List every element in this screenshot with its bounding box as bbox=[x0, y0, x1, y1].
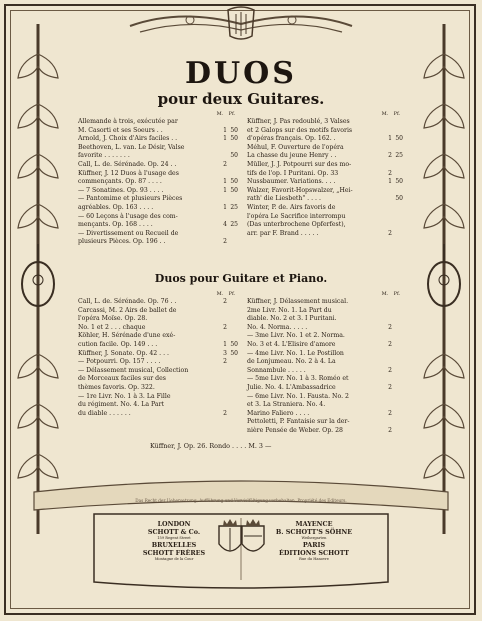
list-item-text: arr. par F. Brand . . . . . bbox=[247, 229, 319, 237]
list-item-text: — Délassement musical, Collection bbox=[78, 366, 189, 374]
list-item-text: Call, L. de. Sérénade. Op. 24 . . bbox=[78, 160, 177, 168]
list-item-m: 1 bbox=[223, 135, 227, 143]
list-item-text: 2me Livr. No. 1. La Part du bbox=[247, 306, 332, 314]
list-item-m: 1 bbox=[223, 340, 227, 348]
list-item-text: diable. No. 2 et 3. I Puritani. bbox=[247, 315, 337, 323]
price-header bbox=[247, 291, 403, 297]
list-item bbox=[78, 230, 238, 239]
list-item bbox=[247, 401, 403, 410]
list-item-text: (Das unterbrochene Opferfest), bbox=[247, 221, 346, 229]
list-item-m: 2 bbox=[388, 426, 392, 434]
list-item bbox=[247, 221, 403, 230]
list-item-text: nière Pensée de Weber. Op. 28 bbox=[247, 426, 343, 434]
price-header-m: M. bbox=[216, 111, 224, 117]
list-item-text: Méhul, F. Ouverture de l'opéra bbox=[247, 143, 344, 151]
list-item bbox=[247, 118, 403, 127]
list-item bbox=[78, 135, 238, 144]
list-item bbox=[247, 170, 403, 179]
list-item bbox=[78, 118, 238, 127]
list-item-text: Winter, P. de. Airs favoris de bbox=[247, 203, 336, 211]
list-item bbox=[78, 393, 238, 402]
list-item-text: — 1re Livr. No. 1 à 3. La Fille bbox=[78, 392, 171, 400]
list-item-m: 2 bbox=[388, 323, 392, 331]
publisher-name: B. SCHOTT'S SÖHNE bbox=[275, 528, 353, 536]
publisher-name: SCHOTT FRÈRES bbox=[142, 549, 206, 557]
list-item-text: No. 4. Norma. . . . . bbox=[247, 323, 308, 331]
list-item bbox=[78, 332, 238, 341]
list-item bbox=[78, 350, 238, 359]
list-item-m: 2 bbox=[388, 229, 392, 237]
list-item-text: du régiment. No. 4. La Part bbox=[78, 401, 165, 409]
list-item bbox=[78, 178, 238, 187]
list-item-text: — 3me Livr. No. 1 et 2. Norma. bbox=[247, 332, 345, 340]
list-item bbox=[78, 161, 238, 170]
lyre-ornament-icon bbox=[120, 6, 362, 46]
list-item-text: cution facile. Op. 149 . . . bbox=[78, 340, 158, 348]
list-item-text: — Pantomime et plusieurs Pièces bbox=[78, 195, 183, 203]
list-item-text: Walzer, Favorit-Hopswalzer, „Hei- bbox=[247, 186, 353, 194]
list-item-m: 2 bbox=[388, 366, 392, 374]
publisher-address: 159 Regent Street bbox=[157, 536, 191, 540]
price-header-m: M. bbox=[216, 291, 224, 297]
list-item-text: No. 3 et 4. L'Elisire d'amore bbox=[247, 340, 336, 348]
list-item-text: l'opéra Le Sacrifice interrompu bbox=[247, 212, 346, 220]
list-item-m: 2 bbox=[223, 238, 227, 246]
list-item bbox=[247, 144, 403, 153]
list-item bbox=[247, 187, 403, 196]
list-item bbox=[78, 152, 238, 161]
list-item-pf: 50 bbox=[230, 178, 238, 186]
list-item bbox=[247, 178, 403, 187]
list-item bbox=[247, 375, 403, 384]
list-item-pf: 50 bbox=[230, 152, 238, 160]
list-item-text: Küffner, J. Sonate. Op. 42 . . . bbox=[78, 349, 170, 357]
publisher-address: Montagne de la Cour bbox=[154, 557, 194, 561]
list-item bbox=[247, 152, 403, 161]
coat-of-arms-seal-icon bbox=[238, 518, 268, 562]
list-item-m: 2 bbox=[388, 169, 392, 177]
list-item-m: 2 bbox=[388, 409, 392, 417]
list-item-m: 4 bbox=[223, 221, 227, 229]
list-item bbox=[247, 427, 403, 436]
list-item-text: — 5me Livr. No. 1 à 3. Roméo et bbox=[247, 375, 349, 383]
list-item-text: Sonnambule . . . . . bbox=[247, 366, 306, 374]
list-item-pf: 50 bbox=[395, 178, 403, 186]
list-item-m: 3 bbox=[223, 349, 227, 357]
list-item-text: — 6me Livr. No. 1. Fausta. No. 2 bbox=[247, 392, 349, 400]
publisher-name: SCHOTT & Co. bbox=[147, 528, 201, 536]
price-header-pf: Pf. bbox=[228, 111, 236, 117]
list-item-text: Küffner, J. 12 Duos à l'usage des bbox=[78, 169, 179, 177]
list-item bbox=[78, 187, 238, 196]
list-item-pf: 50 bbox=[230, 135, 238, 143]
publisher-city: PARIS bbox=[302, 541, 326, 549]
list-item-m: 2 bbox=[223, 358, 227, 366]
list-item bbox=[247, 315, 403, 324]
publisher-name: ÉDITIONS SCHOTT bbox=[279, 549, 349, 557]
list-item bbox=[78, 401, 238, 410]
list-item-text: Pettoletti, P. Fantaisie sur la der- bbox=[247, 418, 350, 426]
list-item-text: Beethoven, L. van. Le Désir, Valse bbox=[78, 143, 185, 151]
list-item-m: 1 bbox=[388, 178, 392, 186]
list-item bbox=[78, 410, 238, 419]
list-item bbox=[247, 213, 403, 222]
list-item-m: 1 bbox=[388, 135, 392, 143]
list-item bbox=[247, 367, 403, 376]
publisher-right bbox=[268, 520, 360, 562]
list-item-text: rath' die Liesbeth" . . . . bbox=[247, 195, 321, 203]
list-item-pf: 50 bbox=[395, 135, 403, 143]
list-item bbox=[247, 332, 403, 341]
list-item-m: 2 bbox=[223, 160, 227, 168]
list-item-text: tifs de l'op. I Puritani. Op. 33 bbox=[247, 169, 339, 177]
list-item-pf: 50 bbox=[395, 195, 403, 203]
guitars-left-column bbox=[78, 111, 238, 247]
list-item-text: Küffner, J. Pas redoublé, 3 Valses bbox=[247, 118, 350, 125]
list-item-text: Arnold, J. Choix d'Airs faciles . . bbox=[78, 135, 178, 143]
list-item-text: et 3. La Straniera. No. 4. bbox=[247, 401, 326, 409]
list-item bbox=[247, 418, 403, 427]
list-item-text: de Morceaux faciles sur des bbox=[78, 375, 166, 383]
list-item-text: l'opéra Moïse. Op. 28. bbox=[78, 315, 148, 323]
list-item bbox=[247, 324, 403, 333]
list-item-text: mençants. Op. 168 . . . . bbox=[78, 221, 153, 229]
list-item-text: — Potpourri. Op. 157 . . . . bbox=[78, 358, 161, 366]
list-item-text: Allemande à trois, exécutée par bbox=[78, 118, 178, 125]
list-item-text: M. Casorti et ses Soeurs . . bbox=[78, 126, 163, 134]
list-item bbox=[78, 170, 238, 179]
publisher-city: MAYENCE bbox=[295, 520, 333, 528]
guitars-right-column bbox=[247, 111, 403, 238]
list-item bbox=[247, 384, 403, 393]
list-item bbox=[247, 350, 403, 359]
list-item-m: 1 bbox=[223, 186, 227, 194]
list-item bbox=[78, 221, 238, 230]
list-item-text: — 4me Livr. No. 1. Le Postillon bbox=[247, 349, 344, 357]
list-item-text: Müller, J. J. Potpourri sur des mo- bbox=[247, 160, 352, 168]
price-header-pf: Pf. bbox=[228, 291, 236, 297]
list-item bbox=[78, 213, 238, 222]
list-item-m: 2 bbox=[388, 152, 392, 160]
list-item-m: 2 bbox=[223, 298, 227, 305]
list-item-pf: 25 bbox=[230, 203, 238, 211]
list-item bbox=[78, 144, 238, 153]
list-item-m: 1 bbox=[223, 203, 227, 211]
list-item-text: et 2 Galops sur des motifs favoris bbox=[247, 126, 353, 134]
piano-left-column bbox=[78, 291, 238, 418]
copyright-notice: Das Recht der Uebersetzung, Aufführung und Vervielfältigung vorbehalten. Propriété des Editeurs. bbox=[135, 498, 347, 503]
list-item-text: thèmes favoris. Op. 322. bbox=[78, 383, 155, 391]
list-item bbox=[78, 341, 238, 350]
list-item-text: Nussbaumer. Variations. . . . bbox=[247, 178, 336, 186]
price-header-pf: Pf. bbox=[393, 291, 401, 297]
list-item bbox=[78, 127, 238, 136]
list-item bbox=[247, 393, 403, 402]
list-item bbox=[247, 195, 403, 204]
publisher-city: LONDON bbox=[157, 520, 191, 528]
piano-right-column bbox=[247, 291, 403, 436]
list-item bbox=[247, 307, 403, 316]
list-item-text: du diable . . . . . . bbox=[78, 409, 131, 417]
list-item bbox=[247, 204, 403, 213]
list-item-pf: 50 bbox=[230, 349, 238, 357]
price-header-pf: Pf. bbox=[393, 111, 401, 117]
list-item-pf: 50 bbox=[230, 340, 238, 348]
price-header-m: M. bbox=[381, 291, 389, 297]
list-item bbox=[78, 307, 238, 316]
price-header bbox=[247, 111, 403, 117]
list-item-text: agréables. Op. 163 . . . . bbox=[78, 203, 154, 211]
list-item bbox=[247, 135, 403, 144]
list-item bbox=[78, 298, 238, 307]
list-item-text: d'opéras français. Op. 162. . bbox=[247, 135, 336, 143]
list-item bbox=[78, 238, 238, 247]
page-subtitle: pour deux Guitares. bbox=[157, 90, 325, 108]
list-item bbox=[78, 375, 238, 384]
list-item-m: 1 bbox=[223, 126, 227, 134]
list-item-text: favorite . . . . . . . bbox=[78, 152, 130, 160]
list-item-text: commençants. Op. 87 . . . . bbox=[78, 178, 162, 186]
price-header bbox=[78, 291, 238, 297]
list-item-text: Carcassi, M. 2 Airs de ballet de bbox=[78, 306, 177, 314]
list-item-text: Küffner, J. Délassement musical. bbox=[247, 298, 349, 305]
list-item-text: de Lonjumeau. No. 2 à 4. La bbox=[247, 358, 336, 366]
list-item-m: 2 bbox=[388, 383, 392, 391]
publisher-address: Rue du Hanovre bbox=[299, 557, 329, 561]
list-item bbox=[247, 127, 403, 136]
list-item-text: No. 1 et 2 . . . chaque bbox=[78, 323, 146, 331]
publisher-city: BRUXELLES bbox=[151, 541, 197, 549]
list-item-text: Julie. No. 4. L'Ambassadrice bbox=[247, 383, 336, 391]
list-item-m: 2 bbox=[223, 409, 227, 417]
list-item-m: 1 bbox=[223, 178, 227, 186]
list-item-text: Köhler, H. Sérénade d'une exé- bbox=[78, 332, 176, 340]
list-item-pf: 25 bbox=[395, 152, 403, 160]
list-item bbox=[78, 315, 238, 324]
list-item-m: 2 bbox=[388, 340, 392, 348]
list-item-pf: 50 bbox=[230, 186, 238, 194]
page-title: DUOS bbox=[185, 56, 297, 91]
section-title: Duos pour Guitare et Piano. bbox=[154, 272, 328, 285]
list-item bbox=[247, 230, 403, 239]
price-header bbox=[78, 111, 238, 117]
footer-entry: Küffner, J. Op. 26. Rondo . . . . M. 3 — bbox=[150, 442, 272, 450]
list-item bbox=[247, 298, 403, 307]
price-header-m: M. bbox=[381, 111, 389, 117]
list-item-m: 2 bbox=[223, 323, 227, 331]
list-item bbox=[78, 195, 238, 204]
list-item-text: — 60 Leçons à l'usage des com- bbox=[78, 212, 178, 220]
list-item bbox=[247, 341, 403, 350]
publisher-address: Weihergarten bbox=[301, 536, 327, 540]
list-item-pf: 50 bbox=[230, 126, 238, 134]
list-item-text: — Divertissement ou Recueil de bbox=[78, 229, 179, 237]
list-item bbox=[247, 410, 403, 419]
list-item-pf: 25 bbox=[230, 221, 238, 229]
list-item bbox=[78, 204, 238, 213]
list-item bbox=[78, 367, 238, 376]
list-item bbox=[78, 358, 238, 367]
list-item-text: Call, L. de. Sérénade. Op. 76 . . bbox=[78, 298, 177, 305]
list-item-text: — 7 Sonatines. Op. 93 . . . . bbox=[78, 186, 164, 194]
publisher-left bbox=[128, 520, 220, 562]
list-item bbox=[247, 161, 403, 170]
list-item-text: La chasse du jeune Henry . . bbox=[247, 152, 337, 160]
list-item bbox=[78, 384, 238, 393]
list-item bbox=[247, 358, 403, 367]
list-item-text: plusieurs Pièces. Op. 196 . . bbox=[78, 238, 166, 246]
list-item-text: Marino Faliero . . . . bbox=[247, 409, 310, 417]
list-item bbox=[78, 324, 238, 333]
